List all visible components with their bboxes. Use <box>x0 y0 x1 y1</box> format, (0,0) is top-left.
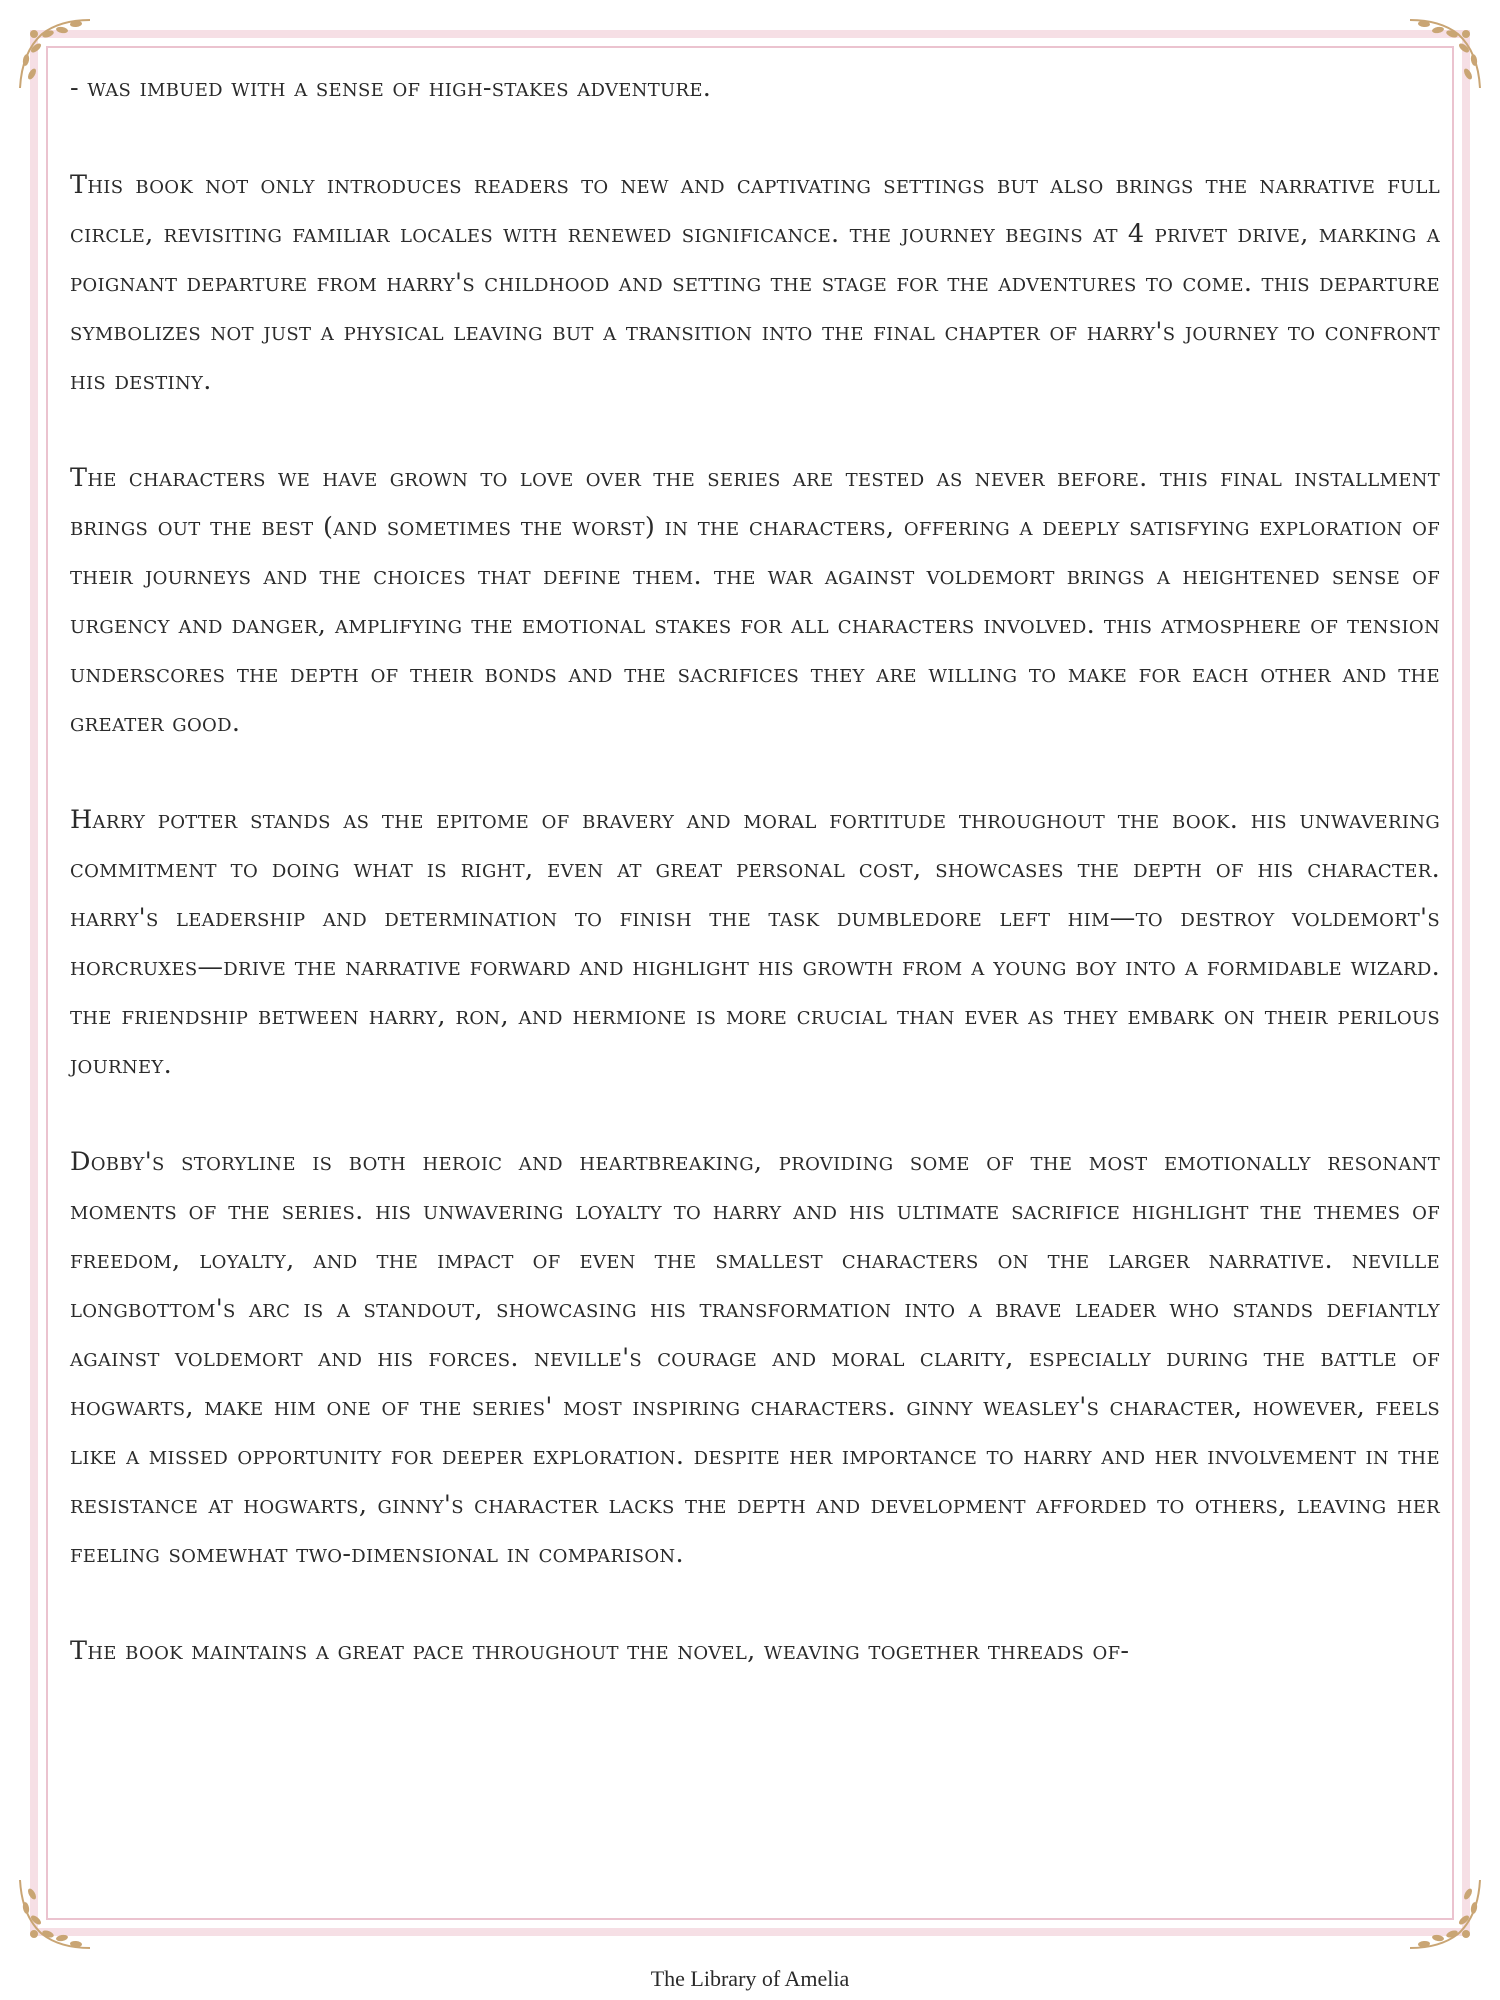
floral-corner-ornament-icon <box>12 1872 96 1956</box>
paragraph-continuation: - was imbued with a sense of high-stakes adventure. <box>70 73 712 103</box>
paragraph-pacing: The book maintains a great pace throughout the novel, weaving together threads of- <box>70 1636 1130 1666</box>
floral-corner-ornament-icon <box>1404 1872 1488 1956</box>
paragraph-supporting-characters: Dobby's storyline is both heroic and heartbreaking, providing some of the most emotionally resonant moments of the series. his unwavering loyalty to harry and his ultimate sacrifice highlight the themes of freedom, loyalty, and the impact of even the smallest characters on the larger narrative. neville longbottom's arc is a standout, showcasing his transformation into a brave leader who stands defiantly against voldemort and his forces. neville's courage and moral clarity, especially during the battle of hogwarts, make him one of the series' most inspiring characters. ginny weasley's character, however, feels like a missed opportunity for deeper exploration. despite her importance to harry and her involvement in the resistance at hogwarts, ginny's character lacks the depth and development afforded to others, leaving her feeling somewhat two-dimensional in comparison. <box>70 1147 1440 1569</box>
page-footer: The Library of Amelia <box>650 1966 850 1991</box>
page-body <box>70 64 1440 1724</box>
paragraph-settings: This book not only introduces readers to new and captivating settings but also brings the narrative full circle, revisiting familiar locales with renewed significance. the journey begins at 4 privet drive, marking a poignant departure from harry's childhood and setting the stage for the adventures to come. this departure symbolizes not just a physical leaving but a transition into the final chapter of harry's journey to confront his destiny. <box>70 170 1440 396</box>
paragraph-characters: The characters we have grown to love over the series are tested as never before. this final installment brings out the best (and sometimes the worst) in the characters, offering a deeply satisfying exploration of their journeys and the choices that define them. the war against voldemort brings a heightened sense of urgency and danger, amplifying the emotional stakes for all characters involved. this atmosphere of tension underscores the depth of their bonds and the sacrifices they are willing to make for each other and the greater good. <box>70 463 1440 738</box>
paragraph-harry: Harry potter stands as the epitome of bravery and moral fortitude throughout the book. his unwavering commitment to doing what is right, even at great personal cost, showcases the depth of his character. harry's leadership and determination to finish the task dumbledore left him—to destroy voldemort's horcruxes—drive the narrative forward and highlight his growth from a young boy into a formidable wizard. the friendship between harry, ron, and hermione is more crucial than ever as they embark on their perilous journey. <box>70 805 1440 1080</box>
